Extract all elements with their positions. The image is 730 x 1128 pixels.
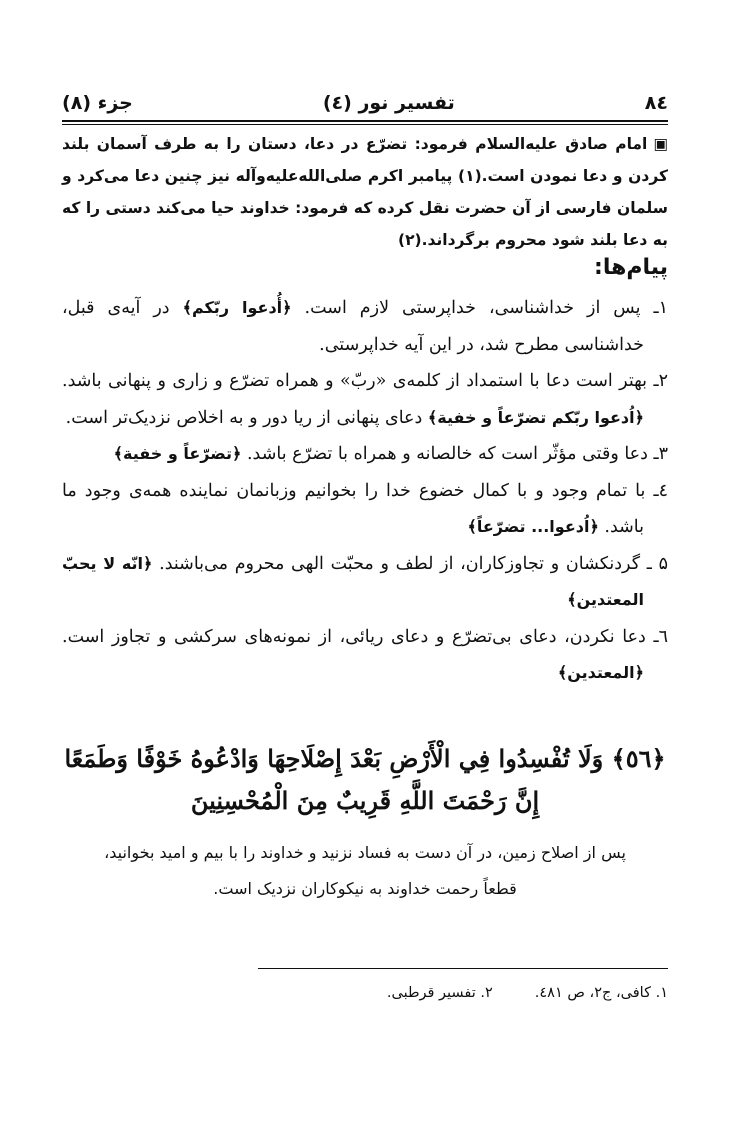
message-item: [62, 546, 668, 619]
quran-quote: ﴿تضرّعاً و خفیة﴾: [113, 444, 242, 463]
messages-heading: پیام‌ها:: [594, 255, 668, 280]
page-header: [62, 86, 668, 120]
header-rule: [62, 120, 668, 122]
page-number: ۸٤: [644, 92, 668, 114]
message-text: ۵ ـ گردنکشان و تجاوزکاران، از لطف و محبّت الهی محروم می‌باشند.: [152, 553, 668, 574]
quran-quote: ﴿اُدعوا... تضرّعاً﴾: [467, 517, 599, 536]
hadith-paragraph: [62, 128, 668, 256]
footnote-rule: [258, 968, 668, 969]
message-item: [62, 473, 668, 546]
message-text: ۱ـ پس از خداشناسی، خداپرستی لازم است.: [291, 298, 669, 318]
quran-quote: ﴿انّه لا یحبّ المعتدین﴾: [62, 553, 644, 609]
message-item: [62, 363, 668, 436]
header-rule-thin: [62, 124, 668, 125]
message-tail: در آیه‌ی قبل، خداشناسی مطرح شد، در این آیه خداپرستی.: [62, 298, 644, 355]
message-text: ۳ـ دعا وقتی مؤثّر است که خالصانه و همراه با تضرّع باشد.: [241, 444, 668, 464]
message-text: ٤ـ با تمام وجود و با کمال خضوع خدا را بخوانیم وزبانمان نماینده همه‌ی وجود ما باشد.: [62, 480, 668, 537]
message-tail: دعای پنهانی از ریا دور و به اخلاص نزدیک‌تر است.: [65, 407, 428, 428]
footnotes: [62, 985, 668, 1001]
quran-quote: ﴿أُدعوا ربّکم﴾: [182, 298, 292, 317]
message-item: [62, 619, 668, 692]
quran-verse: [62, 738, 668, 822]
book-title: تفسیر نور (٤): [322, 92, 455, 114]
quran-quote: ﴿اُدعوا ربّکم تضرّعاً و خفیة﴾: [427, 407, 644, 427]
messages-list: [62, 290, 668, 692]
part-label: جزء (۸): [62, 92, 133, 114]
message-item: [62, 290, 668, 363]
hadith-text: امام صادق علیه‌السلام فرمود: تضرّع در دعا، دستان را به طرف آسمان بلند کردن و دعا نمودن است.(۱) پیامبر اکرم صلی‌الله‌علیه‌وآله نیز چنین دعا می‌کرد و سلمان فارسی از آن حضرت نقل کرده که فرمود: خداوند حیا می‌کند دستی را که به دعا بلند شود محروم برگرداند.(۲): [62, 135, 668, 249]
square-bullet-icon: ▣: [653, 135, 668, 153]
message-text: ٦ـ دعا نکردن، دعای بی‌تضرّع و دعای ریائی، از نمونه‌های سرکشی و تجاوز است.: [62, 626, 668, 647]
message-text: ۲ـ بهتر است دعا با استمداد از کلمه‌ی «ربّ» و همراه تضرّع و زاری و پنهانی باشد.: [62, 371, 668, 391]
footnote: ۲. تفسیر قرطبی.: [386, 985, 493, 1001]
verse-translation: پس از اصلاح زمین، در آن دست به فساد نزنید و خداوند را با بیم و امید بخوانید، قطعاً رحمت خداوند به نیکوکاران نزدیک است.: [104, 843, 626, 898]
verse-text: وَلَا تُفْسِدُوا فِي الْأَرْضِ بَعْدَ إِصْلَاحِهَا وَادْعُوهُ خَوْفًا وَطَمَعًا إِنَّ رَحْمَتَ اللَّهِ قَرِيبٌ مِنَ الْمُحْسِنِينَ: [64, 744, 604, 815]
quran-quote: ﴿المعتدین﴾: [557, 663, 644, 682]
footnote: ۱. کافی، ج۲، ص ٤۸۱.: [534, 985, 668, 1001]
message-item: [62, 436, 668, 473]
verse-number: ﴿٥٦﴾: [611, 744, 666, 773]
